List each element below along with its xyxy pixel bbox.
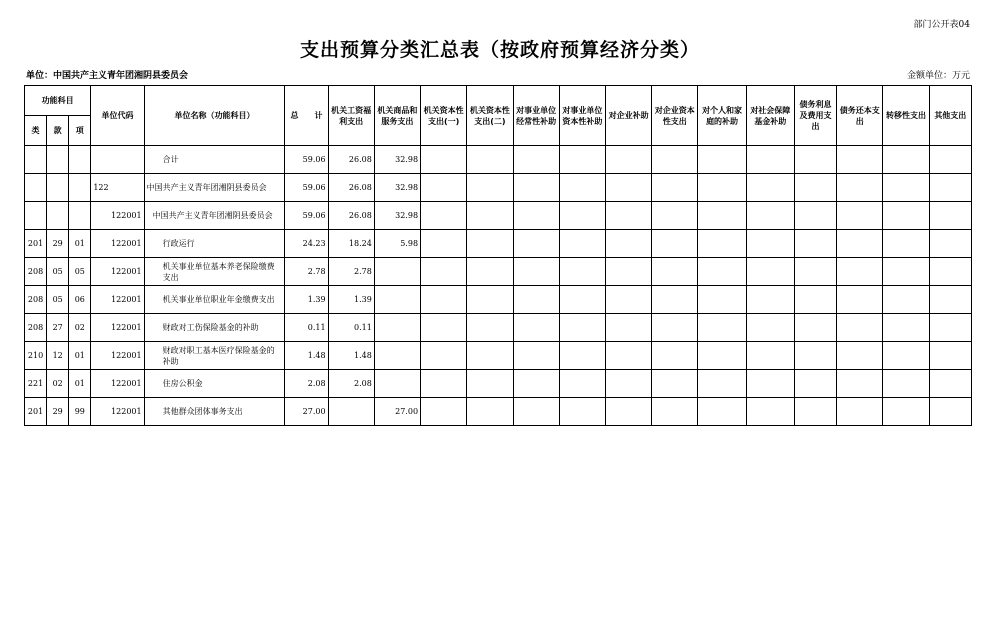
cell-xiang: 01 bbox=[69, 230, 91, 258]
cell-lei: 201 bbox=[25, 398, 47, 426]
cell-c9 bbox=[698, 286, 746, 314]
cell-c3 bbox=[421, 174, 467, 202]
cell-c1 bbox=[328, 398, 374, 426]
table-row bbox=[25, 146, 972, 174]
cell-c14 bbox=[929, 258, 971, 286]
header-c12: 债务还本支出 bbox=[837, 86, 883, 146]
cell-c7 bbox=[605, 146, 651, 174]
cell-kuan: 05 bbox=[47, 286, 69, 314]
cell-c1: 2.08 bbox=[328, 370, 374, 398]
cell-c12 bbox=[837, 286, 883, 314]
cell-kuan: 12 bbox=[47, 342, 69, 370]
cell-c7 bbox=[605, 314, 651, 342]
cell-c9 bbox=[698, 370, 746, 398]
cell-c14 bbox=[929, 202, 971, 230]
cell-c12 bbox=[837, 314, 883, 342]
cell-c11 bbox=[794, 202, 836, 230]
header-lei: 类 bbox=[25, 116, 47, 146]
header-c6: 对事业单位资本性补助 bbox=[559, 86, 605, 146]
cell-c13 bbox=[883, 370, 929, 398]
cell-lei: 221 bbox=[25, 370, 47, 398]
cell-c9 bbox=[698, 342, 746, 370]
cell-lei: 201 bbox=[25, 230, 47, 258]
cell-total: 59.06 bbox=[285, 174, 328, 202]
cell-unit-code: 122001 bbox=[91, 314, 144, 342]
cell-c14 bbox=[929, 370, 971, 398]
cell-unit-name: 合计 bbox=[144, 146, 285, 174]
cell-c4 bbox=[467, 258, 513, 286]
cell-c5 bbox=[513, 314, 559, 342]
cell-total: 59.06 bbox=[285, 146, 328, 174]
cell-unit-name: 其他群众团体事务支出 bbox=[144, 398, 285, 426]
cell-c8 bbox=[652, 286, 698, 314]
header-c13: 转移性支出 bbox=[883, 86, 929, 146]
cell-c12 bbox=[837, 146, 883, 174]
cell-c7 bbox=[605, 202, 651, 230]
cell-c5 bbox=[513, 174, 559, 202]
cell-xiang: 06 bbox=[69, 286, 91, 314]
cell-c10 bbox=[746, 370, 794, 398]
cell-c13 bbox=[883, 174, 929, 202]
cell-unit-code: 122001 bbox=[91, 398, 144, 426]
cell-unit-name: 住房公积金 bbox=[144, 370, 285, 398]
cell-c3 bbox=[421, 230, 467, 258]
cell-c8 bbox=[652, 174, 698, 202]
table-row bbox=[25, 314, 972, 342]
cell-unit-code: 122001 bbox=[91, 370, 144, 398]
cell-lei: 208 bbox=[25, 314, 47, 342]
cell-c4 bbox=[467, 230, 513, 258]
table-row bbox=[25, 286, 972, 314]
cell-xiang bbox=[69, 146, 91, 174]
cell-total: 1.39 bbox=[285, 286, 328, 314]
cell-c13 bbox=[883, 258, 929, 286]
table-body bbox=[25, 146, 972, 426]
header-total: 总 计 bbox=[285, 86, 328, 146]
header-kuan: 款 bbox=[47, 116, 69, 146]
cell-c3 bbox=[421, 258, 467, 286]
cell-lei: 210 bbox=[25, 342, 47, 370]
cell-c2: 32.98 bbox=[374, 174, 420, 202]
cell-c1: 1.39 bbox=[328, 286, 374, 314]
cell-unit-code: 122001 bbox=[91, 258, 144, 286]
cell-c3 bbox=[421, 286, 467, 314]
cell-c12 bbox=[837, 174, 883, 202]
cell-c13 bbox=[883, 314, 929, 342]
cell-unit-name: 财政对职工基本医疗保险基金的补助 bbox=[144, 342, 285, 370]
cell-c10 bbox=[746, 202, 794, 230]
cell-c13 bbox=[883, 398, 929, 426]
cell-c9 bbox=[698, 314, 746, 342]
cell-c5 bbox=[513, 342, 559, 370]
cell-unit-name: 财政对工伤保险基金的补助 bbox=[144, 314, 285, 342]
expenditure-summary-table bbox=[24, 85, 972, 426]
cell-total: 0.11 bbox=[285, 314, 328, 342]
cell-unit-name: 机关事业单位基本养老保险缴费支出 bbox=[144, 258, 285, 286]
cell-c10 bbox=[746, 146, 794, 174]
cell-total: 27.00 bbox=[285, 398, 328, 426]
cell-kuan: 27 bbox=[47, 314, 69, 342]
cell-c5 bbox=[513, 398, 559, 426]
table-row bbox=[25, 230, 972, 258]
cell-c7 bbox=[605, 230, 651, 258]
cell-c13 bbox=[883, 146, 929, 174]
cell-c1: 0.11 bbox=[328, 314, 374, 342]
cell-c11 bbox=[794, 146, 836, 174]
cell-c9 bbox=[698, 230, 746, 258]
cell-c13 bbox=[883, 286, 929, 314]
cell-c6 bbox=[559, 146, 605, 174]
cell-c2 bbox=[374, 314, 420, 342]
cell-kuan bbox=[47, 202, 69, 230]
header-func-subject: 功能科目 bbox=[25, 86, 91, 116]
cell-c6 bbox=[559, 258, 605, 286]
cell-kuan: 02 bbox=[47, 370, 69, 398]
table-row bbox=[25, 398, 972, 426]
cell-c1: 26.08 bbox=[328, 146, 374, 174]
header-c1: 机关工资福利支出 bbox=[328, 86, 374, 146]
cell-c8 bbox=[652, 202, 698, 230]
cell-unit-code bbox=[91, 146, 144, 174]
cell-lei bbox=[25, 174, 47, 202]
cell-c1: 26.08 bbox=[328, 174, 374, 202]
cell-c7 bbox=[605, 174, 651, 202]
cell-c14 bbox=[929, 230, 971, 258]
cell-xiang: 01 bbox=[69, 370, 91, 398]
cell-c6 bbox=[559, 370, 605, 398]
cell-c2: 32.98 bbox=[374, 202, 420, 230]
header-c11: 债务利息及费用支出 bbox=[794, 86, 836, 146]
header-xiang: 项 bbox=[69, 116, 91, 146]
cell-c10 bbox=[746, 342, 794, 370]
header-c14: 其他支出 bbox=[929, 86, 971, 146]
header-c3: 机关资本性支出(一) bbox=[421, 86, 467, 146]
cell-xiang bbox=[69, 174, 91, 202]
cell-c7 bbox=[605, 398, 651, 426]
cell-kuan bbox=[47, 146, 69, 174]
cell-c12 bbox=[837, 342, 883, 370]
cell-c8 bbox=[652, 398, 698, 426]
cell-c11 bbox=[794, 230, 836, 258]
cell-c8 bbox=[652, 314, 698, 342]
cell-c6 bbox=[559, 314, 605, 342]
cell-c5 bbox=[513, 286, 559, 314]
cell-c2: 5.98 bbox=[374, 230, 420, 258]
cell-c7 bbox=[605, 342, 651, 370]
cell-c11 bbox=[794, 258, 836, 286]
header-c9: 对个人和家庭的补助 bbox=[698, 86, 746, 146]
cell-c12 bbox=[837, 370, 883, 398]
cell-c5 bbox=[513, 202, 559, 230]
table-row bbox=[25, 342, 972, 370]
cell-unit-code: 122001 bbox=[91, 286, 144, 314]
cell-kuan: 29 bbox=[47, 398, 69, 426]
cell-c13 bbox=[883, 230, 929, 258]
cell-c14 bbox=[929, 174, 971, 202]
cell-c6 bbox=[559, 398, 605, 426]
header-c8: 对企业资本性支出 bbox=[652, 86, 698, 146]
unit-label: 单位：中国共产主义青年团湘阴县委员会 bbox=[26, 71, 189, 81]
cell-c9 bbox=[698, 146, 746, 174]
cell-c3 bbox=[421, 202, 467, 230]
cell-c3 bbox=[421, 370, 467, 398]
cell-c12 bbox=[837, 258, 883, 286]
cell-c4 bbox=[467, 146, 513, 174]
cell-lei: 208 bbox=[25, 286, 47, 314]
cell-xiang bbox=[69, 202, 91, 230]
header-c10: 对社会保障基金补助 bbox=[746, 86, 794, 146]
cell-c1: 2.78 bbox=[328, 258, 374, 286]
cell-c12 bbox=[837, 202, 883, 230]
cell-xiang: 05 bbox=[69, 258, 91, 286]
cell-c4 bbox=[467, 286, 513, 314]
cell-c2 bbox=[374, 370, 420, 398]
cell-c10 bbox=[746, 230, 794, 258]
cell-c2 bbox=[374, 342, 420, 370]
cell-c11 bbox=[794, 314, 836, 342]
cell-c11 bbox=[794, 174, 836, 202]
cell-c4 bbox=[467, 314, 513, 342]
cell-c11 bbox=[794, 370, 836, 398]
cell-c7 bbox=[605, 258, 651, 286]
table-row bbox=[25, 202, 972, 230]
cell-c1: 1.48 bbox=[328, 342, 374, 370]
cell-c9 bbox=[698, 398, 746, 426]
page-title: 支出预算分类汇总表（按政府预算经济分类） bbox=[299, 39, 700, 61]
cell-unit-code: 122001 bbox=[91, 230, 144, 258]
cell-c6 bbox=[559, 342, 605, 370]
header-c2: 机关商品和服务支出 bbox=[374, 86, 420, 146]
cell-total: 59.06 bbox=[285, 202, 328, 230]
cell-c4 bbox=[467, 174, 513, 202]
cell-unit-code: 122001 bbox=[91, 202, 144, 230]
cell-c2 bbox=[374, 258, 420, 286]
cell-c12 bbox=[837, 230, 883, 258]
cell-c9 bbox=[698, 258, 746, 286]
cell-c8 bbox=[652, 370, 698, 398]
cell-c5 bbox=[513, 370, 559, 398]
cell-c8 bbox=[652, 146, 698, 174]
header-unit-code: 单位代码 bbox=[91, 86, 144, 146]
cell-c3 bbox=[421, 146, 467, 174]
cell-c6 bbox=[559, 174, 605, 202]
cell-c4 bbox=[467, 370, 513, 398]
cell-lei: 208 bbox=[25, 258, 47, 286]
table-row bbox=[25, 258, 972, 286]
cell-c13 bbox=[883, 202, 929, 230]
cell-c10 bbox=[746, 398, 794, 426]
cell-c5 bbox=[513, 146, 559, 174]
header-unit-name: 单位名称（功能科目） bbox=[144, 86, 285, 146]
cell-c14 bbox=[929, 146, 971, 174]
header-c5: 对事业单位经常性补助 bbox=[513, 86, 559, 146]
cell-unit-name: 中国共产主义青年团湘阴县委员会 bbox=[144, 202, 285, 230]
cell-c11 bbox=[794, 286, 836, 314]
cell-c7 bbox=[605, 286, 651, 314]
cell-c3 bbox=[421, 342, 467, 370]
cell-c8 bbox=[652, 342, 698, 370]
cell-c8 bbox=[652, 258, 698, 286]
cell-xiang: 02 bbox=[69, 314, 91, 342]
cell-c6 bbox=[559, 202, 605, 230]
cell-c5 bbox=[513, 230, 559, 258]
cell-c14 bbox=[929, 314, 971, 342]
cell-unit-name: 中国共产主义青年团湘阴县委员会 bbox=[144, 174, 285, 202]
cell-c5 bbox=[513, 258, 559, 286]
cell-unit-code: 122 bbox=[91, 174, 144, 202]
cell-c2 bbox=[374, 286, 420, 314]
cell-unit-code: 122001 bbox=[91, 342, 144, 370]
cell-c14 bbox=[929, 286, 971, 314]
cell-c4 bbox=[467, 342, 513, 370]
amount-unit-label: 金额单位：万元 bbox=[906, 71, 970, 81]
header-c7: 对企业补助 bbox=[605, 86, 651, 146]
cell-c9 bbox=[698, 174, 746, 202]
cell-c14 bbox=[929, 342, 971, 370]
cell-total: 2.78 bbox=[285, 258, 328, 286]
cell-kuan: 05 bbox=[47, 258, 69, 286]
cell-c7 bbox=[605, 370, 651, 398]
cell-c14 bbox=[929, 398, 971, 426]
cell-c9 bbox=[698, 202, 746, 230]
cell-c11 bbox=[794, 342, 836, 370]
cell-c4 bbox=[467, 398, 513, 426]
cell-c3 bbox=[421, 398, 467, 426]
cell-c10 bbox=[746, 314, 794, 342]
cell-total: 24.23 bbox=[285, 230, 328, 258]
cell-kuan bbox=[47, 174, 69, 202]
cell-c10 bbox=[746, 174, 794, 202]
cell-c1: 18.24 bbox=[328, 230, 374, 258]
cell-c2: 27.00 bbox=[374, 398, 420, 426]
cell-c3 bbox=[421, 314, 467, 342]
cell-c10 bbox=[746, 286, 794, 314]
cell-kuan: 29 bbox=[47, 230, 69, 258]
cell-c10 bbox=[746, 258, 794, 286]
header-c4: 机关资本性支出(二) bbox=[467, 86, 513, 146]
cell-c11 bbox=[794, 398, 836, 426]
cell-c1: 26.08 bbox=[328, 202, 374, 230]
cell-xiang: 99 bbox=[69, 398, 91, 426]
cell-unit-name: 行政运行 bbox=[144, 230, 285, 258]
form-number: 部门公开表04 bbox=[913, 20, 970, 30]
cell-lei bbox=[25, 202, 47, 230]
cell-xiang: 01 bbox=[69, 342, 91, 370]
cell-c6 bbox=[559, 230, 605, 258]
cell-c13 bbox=[883, 342, 929, 370]
cell-c2: 32.98 bbox=[374, 146, 420, 174]
table-row bbox=[25, 174, 972, 202]
table-row bbox=[25, 370, 972, 398]
cell-c12 bbox=[837, 398, 883, 426]
cell-c4 bbox=[467, 202, 513, 230]
cell-unit-name: 机关事业单位职业年金缴费支出 bbox=[144, 286, 285, 314]
cell-c6 bbox=[559, 286, 605, 314]
cell-total: 1.48 bbox=[285, 342, 328, 370]
cell-c8 bbox=[652, 230, 698, 258]
cell-total: 2.08 bbox=[285, 370, 328, 398]
cell-lei bbox=[25, 146, 47, 174]
